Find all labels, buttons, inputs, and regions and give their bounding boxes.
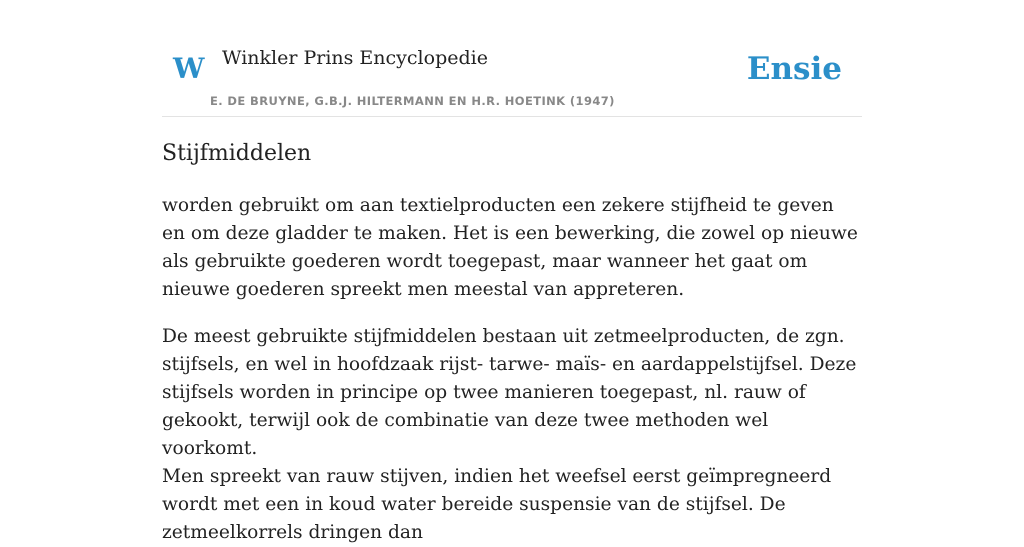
ensie-logo-link[interactable]: Ensie: [746, 51, 842, 87]
source-title-link[interactable]: Winkler Prins Encyclopedie: [222, 47, 488, 69]
article-paragraph-2: De meest gebruikte stijfmiddelen bestaan uit zetmeelproducten, de zgn. stijfsels, en wel in hoofdzaak rijst- tarwe- maïs- en aardappelstijfsel. Deze stijfsels worden in principe op twee manieren toegepast, nl. rauw of gekookt, terwijl ook de combinatie van deze twee methoden wel voorkomt.: [162, 326, 857, 459]
article-paragraph-3: Men spreekt van rauw stijven, indien het weefsel eerst geïmpregneerd wordt met een in koud water bereide suspensie van de stijfsel. De zetmeelkorrels dringen dan: [162, 466, 832, 543]
article-title: Stijfmiddelen: [162, 141, 312, 166]
winkler-prins-logo[interactable]: W: [173, 52, 205, 85]
source-authors: E. DE BRUYNE, G.B.J. HILTERMANN EN H.R. HOETINK (1947): [210, 94, 615, 108]
article-paragraph-1: worden gebruikt om aan textielproducten een zekere stijfheid te geven en om deze gladder te maken. Het is een bewerking, die zowel op nieuwe als gebruikte goederen wordt toegepast, maar wanneer het gaat om nieuwe goederen spreekt men meestal van appreteren.: [162, 195, 858, 300]
site-header: [162, 0, 862, 117]
